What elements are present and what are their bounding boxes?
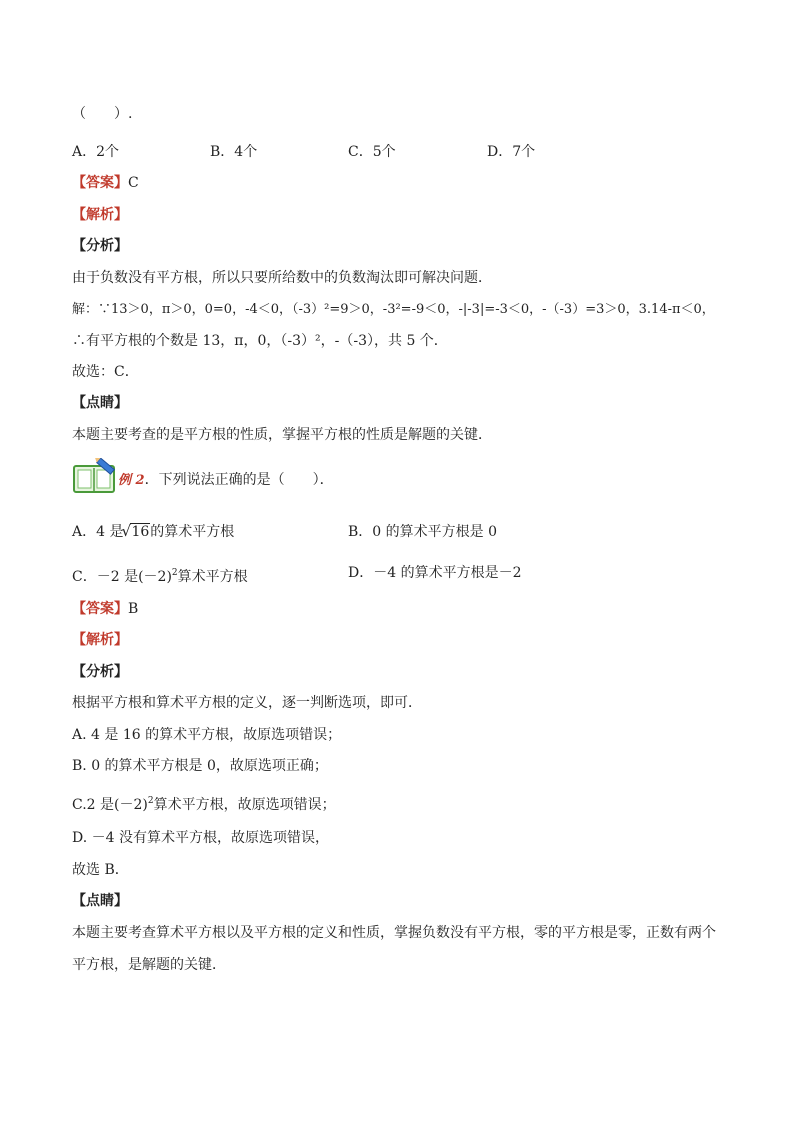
q1-option-b: B．4个 xyxy=(210,144,258,160)
q1-answer xyxy=(72,173,139,193)
q2-option-a-pre: A．4 是 xyxy=(72,524,124,540)
q2-line-c-exp: 2 xyxy=(147,796,154,806)
q2-choose: 故选 B． xyxy=(72,862,129,878)
q2-dianjing-line-1: 本题主要考查算术平方根以及平方根的定义和性质，掌握负数没有平方根，零的平方根是零，正数有两个 xyxy=(72,925,716,941)
q2-line-b: B. 0 的算术平方根是 0，故原选项正确； xyxy=(72,758,328,774)
q1-fenxi-label: 【分析】 xyxy=(72,238,128,254)
q2-option-d: D．－4 的算术平方根是－2 xyxy=(348,565,522,581)
answer-label: 【答案】 xyxy=(72,175,128,191)
answer-value: B xyxy=(128,601,139,617)
q1-option-d: D．7个 xyxy=(487,144,536,160)
q2-stem-text: ．下列说法正确的是（ ）． xyxy=(144,472,334,488)
q1-analysis-label: 【解析】 xyxy=(72,207,128,223)
answer-label: 【答案】 xyxy=(72,601,128,617)
sqrt-expression xyxy=(123,522,150,542)
q2-line-c-expr: (－2) xyxy=(114,797,148,813)
q2-option-b: B．0 的算术平方根是 0 xyxy=(348,524,498,540)
q2-line-a: A. 4 是 16 的算术平方根，故原选项错误； xyxy=(72,727,342,743)
q2-option-c-pre: C．－2 是 xyxy=(72,569,139,585)
book-pencil-icon xyxy=(72,458,116,494)
q2-line-c xyxy=(72,791,336,815)
q2-option-a xyxy=(72,522,234,542)
q2-answer xyxy=(72,599,138,619)
q1-stem-tail: （ ）. xyxy=(72,106,133,122)
q2-line-c-post: 算术平方根，故原选项错误； xyxy=(153,797,336,813)
q2-fenxi-label: 【分析】 xyxy=(72,664,128,680)
q2-line-d: D. －4 没有算术平方根，故原选项错误， xyxy=(72,830,329,846)
q1-option-c: C．5个 xyxy=(348,144,396,160)
q2-option-a-post: 的算术平方根 xyxy=(150,524,235,540)
example-label: 例 2 xyxy=(118,473,145,488)
q1-solution-line-3: 故选：C． xyxy=(72,364,139,380)
radicand: 16 xyxy=(131,524,150,540)
q2-option-c-exp: 2 xyxy=(171,568,178,578)
q2-fenxi-text: 根据平方根和算术平方根的定义，逐一判断选项，即可． xyxy=(72,695,422,711)
answer-value: C xyxy=(128,175,139,191)
q1-dianjing-text: 本题主要考查的是平方根的性质，掌握平方根的性质是解题的关键． xyxy=(72,427,492,443)
q2-option-c xyxy=(72,563,248,587)
q2-dianjing-line-2: 平方根，是解题的关键． xyxy=(72,957,226,973)
q2-dianjing-label: 【点睛】 xyxy=(72,893,128,909)
q1-solution-line-1: 解：∵13＞0，π＞0，0=0，-4＜0，（-3）²=9＞0，-3²=-9＜0，-|-3|=-3＜0，-（-3）=3＞0，3.14-π＜0， xyxy=(72,302,715,317)
q1-fenxi-text: 由于负数没有平方根，所以只要所给数中的负数淘汰即可解决问题． xyxy=(72,270,492,286)
q2-analysis-label: 【解析】 xyxy=(72,632,128,648)
q1-solution-line-2: ∴有平方根的个数是 13，π，0，（-3）²，-（-3），共 5 个． xyxy=(72,333,448,349)
q1-option-a: A．2个 xyxy=(72,144,120,160)
q2-option-c-expr: (－2) xyxy=(138,569,172,585)
q2-stem xyxy=(118,470,334,491)
q1-dianjing-label: 【点睛】 xyxy=(72,395,128,411)
q2-line-c-pre: C.2 是 xyxy=(72,797,115,813)
q2-option-c-post: 算术平方根 xyxy=(177,569,248,585)
